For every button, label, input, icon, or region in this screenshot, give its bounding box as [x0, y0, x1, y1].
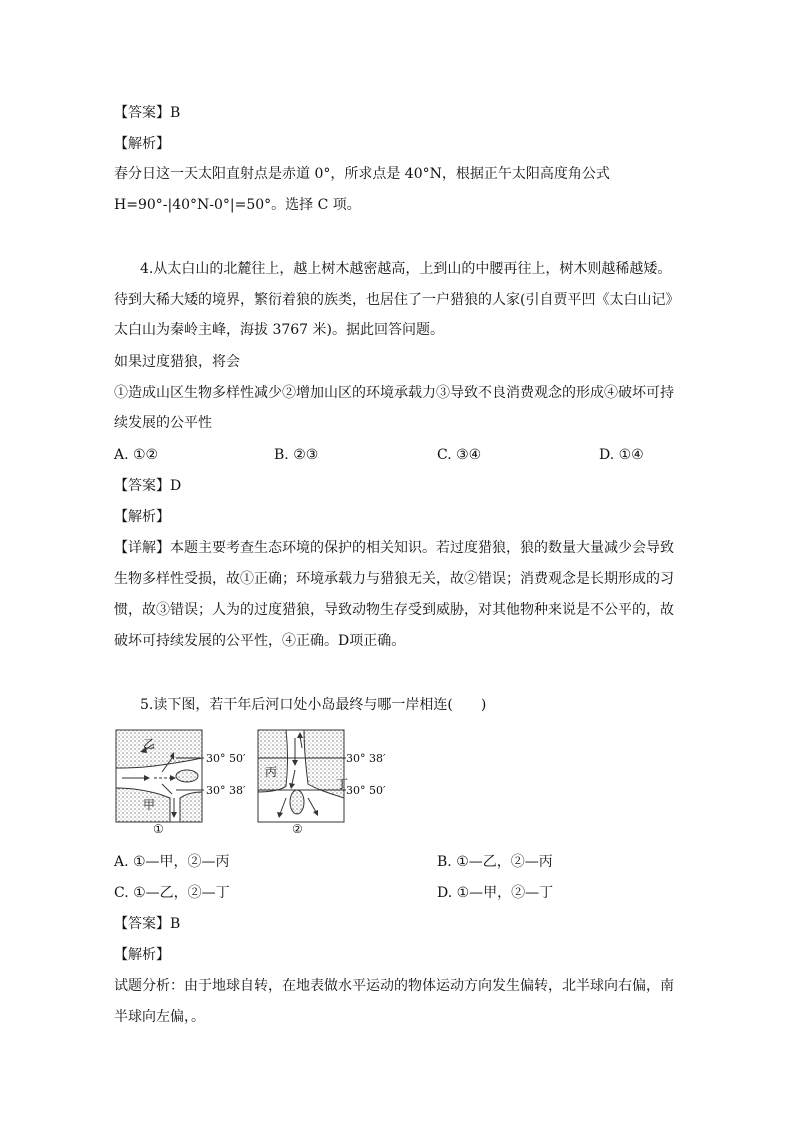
figure-2-label: ②: [292, 822, 303, 836]
q3-analysis-line-1: 春分日这一天太阳直射点是赤道 0°，所求点是 40°N，根据正午太阳高度角公式: [114, 166, 610, 182]
figure-2-region-right: 丁: [336, 777, 349, 791]
q5-option-c: C. ①—乙，②—丁: [114, 885, 230, 901]
q4-detail-line-3: 惯，故③错误；人为的过度猎狼，导致动物生存受到威胁，对其他物种来说是不公平的，故: [114, 602, 674, 618]
q5-option-b: B. ①—乙，②—丙: [437, 854, 553, 870]
q5-answer: 【答案】B: [114, 916, 181, 932]
q4-detail-line-4: 破坏可持续发展的公平性，④正确。D项正确。: [114, 633, 406, 649]
q5-analysis-line-2: 半球向左偏，。: [114, 1009, 205, 1025]
figure-1-label: ①: [153, 822, 164, 836]
q4-option-d: D. ①④: [599, 447, 644, 463]
figure-1-region-top: 乙: [143, 737, 156, 751]
q4-question: 如果过度猎狼，将会: [114, 354, 240, 370]
figure-1-latitude-top: 30° 50′: [206, 752, 246, 765]
q3-answer: 【答案】B: [114, 105, 181, 121]
q4-stem-line-2: 待到大稀大矮的境界，繁衍着狼的族类，也居住了一户猎狼的人家(引自贾平凹《太白山记》: [114, 292, 680, 308]
q4-statements-line-2: 续发展的公平性: [114, 415, 212, 431]
q5-option-a: A. ①—甲，②—丙: [114, 854, 230, 870]
q4-option-c: C. ③④: [437, 447, 482, 463]
figure-2-latitude-top: 30° 38′: [346, 752, 386, 765]
q4-statements-line-1: ①造成山区生物多样性减少②增加山区的环境承载力③导致不良消费观念的形成④破坏可持: [114, 385, 674, 401]
figure-2-region-left: 丙: [265, 765, 278, 779]
q4-option-a: A. ①②: [114, 447, 159, 463]
figure-2-latitude-bottom: 30° 50′: [346, 784, 386, 797]
q4-answer: 【答案】D: [114, 478, 182, 494]
q4-stem-line-1: 4.从太白山的北麓往上，越上树木越密越高，上到山的中腰再往上，树木则越稀越矮。: [140, 261, 672, 277]
figure-1-region-bottom: 甲: [143, 798, 156, 812]
q4-option-b: B. ②③: [274, 447, 319, 463]
q5-analysis-heading: 【解析】: [114, 947, 170, 963]
figure-1-river-map: [114, 728, 264, 838]
q3-analysis-heading: 【解析】: [114, 136, 170, 152]
figure-1-latitude-bottom: 30° 38′: [206, 784, 246, 797]
q5-stem: 5.读下图，若干年后河口处小岛最终与哪一岸相连( ): [140, 697, 487, 713]
figure-2-river-map: [256, 728, 406, 838]
q4-analysis-heading: 【解析】: [114, 509, 170, 525]
q3-analysis-line-2: H=90°-|40°N-0°|=50°。选择 C 项。: [114, 197, 361, 213]
q4-stem-line-3: 太白山为秦岭主峰，海拔 3767 米)。据此回答问题。: [114, 322, 444, 338]
q5-option-d: D. ①—甲，②—丁: [437, 885, 554, 901]
q4-detail-line-1: 【详解】本题主要考查生态环境的保护的相关知识。若过度猎狼，狼的数量大量减少会导致: [114, 540, 674, 556]
q5-analysis-line-1: 试题分析：由于地球自转，在地表做水平运动的物体运动方向发生偏转，北半球向右偏，南: [114, 978, 674, 994]
q4-detail-line-2: 生物多样性受损，故①正确；环境承载力与猎狼无关，故②错误；消费观念是长期形成的习: [114, 571, 674, 587]
